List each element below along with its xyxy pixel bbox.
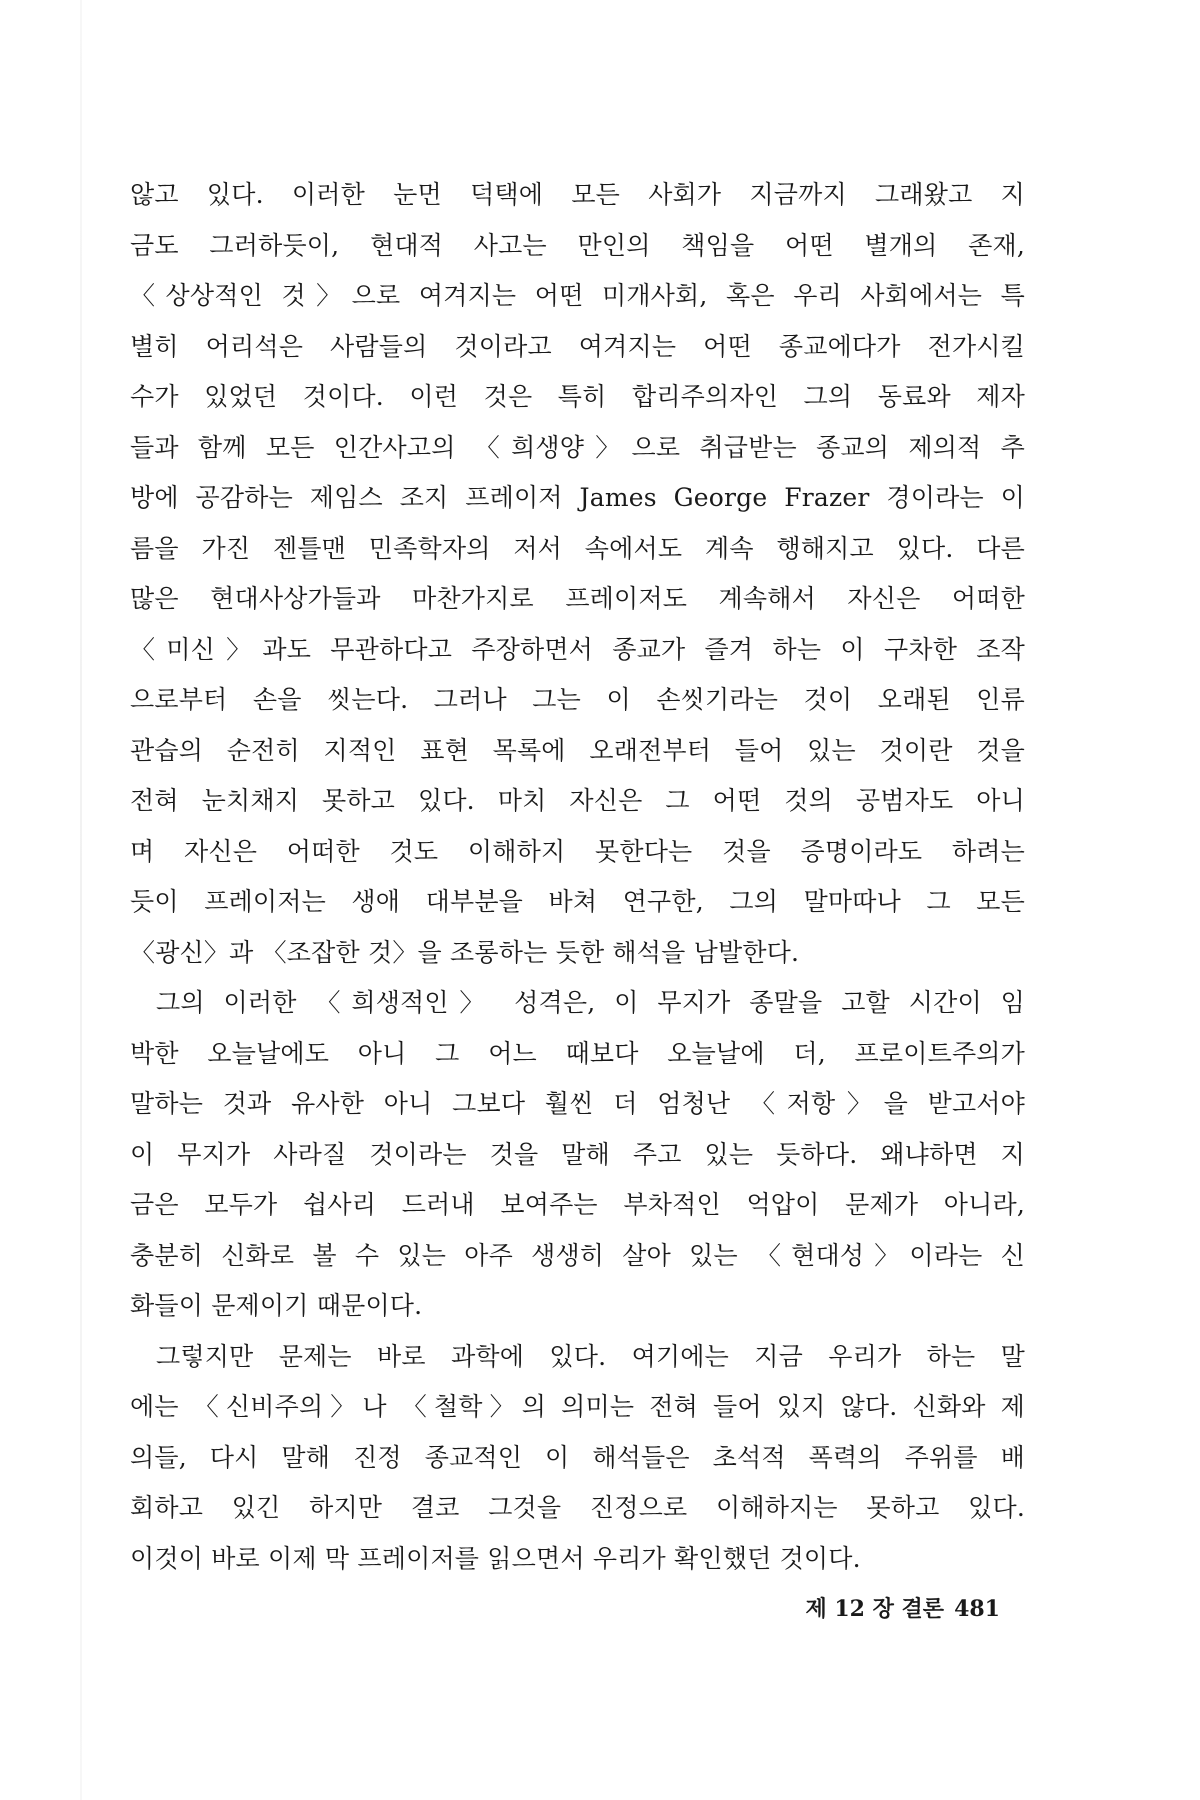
text-line: 충분히 신화로 볼 수 있는 아주 생생히 살아 있는 〈현대성〉이라는 신 bbox=[130, 1240, 1025, 1270]
text-line: 의들, 다시 말해 진정 종교적인 이 해석들은 초석적 폭력의 주위를 배 bbox=[130, 1442, 1025, 1472]
text-line: 금은 모두가 쉽사리 드러내 보여주는 부차적인 억압이 문제가 아니라, bbox=[130, 1190, 1025, 1219]
text-line: 듯이 프레이저는 생애 대부분을 바쳐 연구한, 그의 말마따나 그 모든 bbox=[130, 887, 1025, 916]
page-number: 481 bbox=[954, 1596, 1000, 1622]
page-footer bbox=[795, 1592, 1000, 1623]
text-line: 수가 있었던 것이다. 이런 것은 특히 합리주의자인 그의 동료와 제자 bbox=[130, 382, 1025, 411]
body-text bbox=[130, 170, 1025, 1584]
text-line: 이 무지가 사라질 것이라는 것을 말해 주고 있는 듯하다. 왜냐하면 지 bbox=[130, 1139, 1025, 1169]
text-line: 회하고 있긴 하지만 결코 그것을 진정으로 이해하지는 못하고 있다. bbox=[130, 1493, 1025, 1522]
text-line: 그렇지만 문제는 바로 과학에 있다. 여기에는 지금 우리가 하는 말 bbox=[156, 1341, 1025, 1371]
text-line: 박한 오늘날에도 아니 그 어느 때보다 오늘날에 더, 프로이트주의가 bbox=[130, 1038, 1025, 1068]
paragraph bbox=[130, 978, 1025, 1332]
text-line: 방에 공감하는 제임스 조지 프레이저 James George Frazer 경이라는 이 bbox=[130, 483, 1025, 512]
text-line: 전혀 눈치채지 못하고 있다. 마치 자신은 그 어떤 것의 공범자도 아니 bbox=[130, 786, 1025, 815]
text-line: 그의 이러한 〈희생적인〉 성격은, 이 무지가 종말을 고할 시간이 임 bbox=[156, 988, 1025, 1017]
text-line: 금도 그러하듯이, 현대적 사고는 만인의 책임을 어떤 별개의 존재, bbox=[130, 230, 1025, 260]
text-line: 관습의 순전히 지적인 표현 목록에 오래전부터 들어 있는 것이란 것을 bbox=[130, 735, 1025, 765]
text-line: 화들이 문제이기 때문이다. bbox=[130, 1291, 423, 1320]
paragraph bbox=[130, 170, 1025, 978]
text-line: 들과 함께 모든 인간사고의 〈희생양〉으로 취급받는 종교의 제의적 추 bbox=[130, 432, 1025, 462]
text-line: 〈광신〉과 〈조잡한 것〉을 조롱하는 듯한 해석을 남발한다. bbox=[130, 937, 800, 967]
text-line: 많은 현대사상가들과 마찬가지로 프레이저도 계속해서 자신은 어떠한 bbox=[130, 584, 1025, 613]
chapter-title: 제 12 장 결론 bbox=[805, 1596, 945, 1622]
text-line: 않고 있다. 이러한 눈먼 덕택에 모든 사회가 지금까지 그래왔고 지 bbox=[130, 180, 1025, 209]
text-line: 〈상상적인 것〉으로 여겨지는 어떤 미개사회, 혹은 우리 사회에서는 특 bbox=[130, 281, 1025, 310]
text-line: 에는 〈신비주의〉나 〈철학〉의 의미는 전혀 들어 있지 않다. 신화와 제 bbox=[130, 1392, 1025, 1421]
text-line: 으로부터 손을 씻는다. 그러나 그는 이 손씻기라는 것이 오래된 인류 bbox=[130, 685, 1025, 714]
text-line: 별히 어리석은 사람들의 것이라고 여겨지는 어떤 종교에다가 전가시킬 bbox=[130, 331, 1025, 361]
text-line: 이것이 바로 이제 막 프레이저를 읽으면서 우리가 확인했던 것이다. bbox=[130, 1543, 861, 1573]
text-line: 〈미신〉과도 무관하다고 주장하면서 종교가 즐겨 하는 이 구차한 조작 bbox=[130, 634, 1025, 664]
text-line: 며 자신은 어떠한 것도 이해하지 못한다는 것을 증명이라도 하려는 bbox=[130, 836, 1025, 866]
text-line: 름을 가진 젠틀맨 민족학자의 저서 속에서도 계속 행해지고 있다. 다른 bbox=[130, 533, 1025, 563]
page-gutter-shadow bbox=[80, 0, 82, 1800]
paragraph bbox=[130, 1332, 1025, 1585]
text-line: 말하는 것과 유사한 아니 그보다 훨씬 더 엄청난 〈저항〉을 받고서야 bbox=[130, 1089, 1025, 1118]
